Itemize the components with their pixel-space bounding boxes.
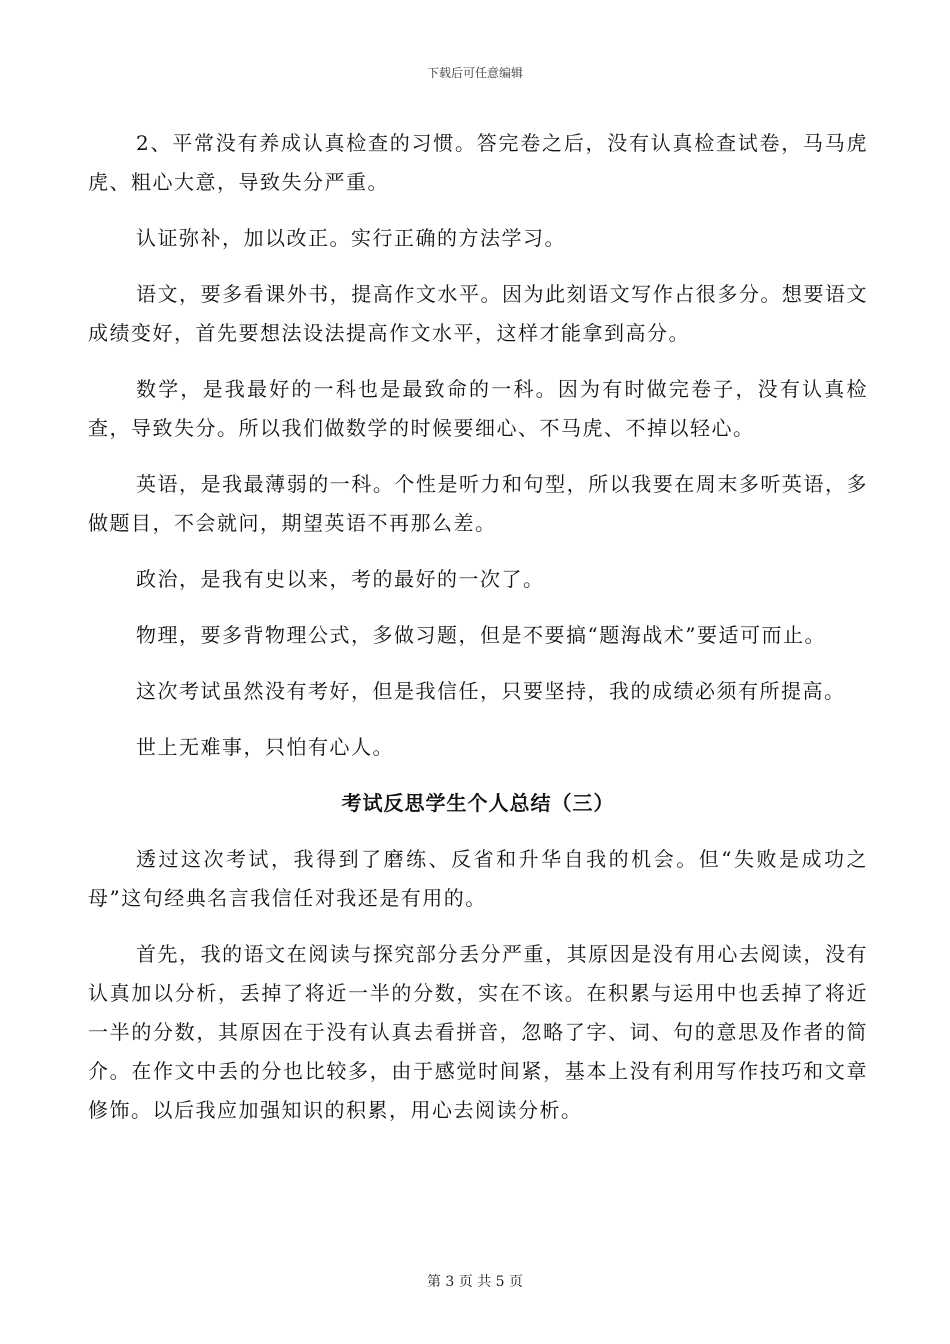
paragraph-correction: 认证弥补，加以改正。实行正确的方法学习。 <box>136 226 566 250</box>
page-number: 第 3 页 共 5 页 <box>426 1274 524 1290</box>
section-title: 考试反思学生个人总结（三） <box>341 791 615 815</box>
section-paragraph-intro: 透过这次考试，我得到了磨练、反省和升华自我的机会。但“失败是成功之母”这句经典名言我信任对我还是有用的。 <box>88 847 868 910</box>
paragraph-math: 数学，是我最好的一科也是最致命的一科。因为有时做完卷子，没有认真检查，导致失分。所以我们做数学的时候要细心、不马虎、不掉以轻心。 <box>88 377 868 440</box>
paragraph-physics: 物理，要多背物理公式，多做习题，但是不要搞“题海战术”要适可而止。 <box>136 623 826 647</box>
paragraph-politics: 政治，是我有史以来，考的最好的一次了。 <box>136 567 545 591</box>
paragraph-english: 英语，是我最薄弱的一科。个性是听力和句型，所以我要在周末多听英语，多做题目，不会就问，期望英语不再那么差。 <box>88 472 868 535</box>
section-paragraph-chinese: 首先，我的语文在阅读与探究部分丢分严重，其原因是没有用心去阅读，没有认真加以分析，丢掉了将近一半的分数，实在不该。在积累与运用中也丢掉了将近一半的分数，其原因在于没有认真去看拼音，忽略了字、词、句的意思及作者的简介。在作文中丢的分也比较多，由于感觉时间紧，基本上没有利用写作技巧和文章修饰。以后我应加强知识的积累，用心去阅读分析。 <box>88 942 868 1122</box>
page-header: 下载后可任意编辑 <box>426 66 523 80</box>
paragraph-chinese: 语文，要多看课外书，提高作文水平。因为此刻语文写作占很多分。想要语文成绩变好，首先要想法设法提高作文水平，这样才能拿到高分。 <box>88 282 868 345</box>
document-body <box>88 124 868 1147</box>
paragraph-confidence: 这次考试虽然没有考好，但是我信任，只要坚持，我的成绩必须有所提高。 <box>136 679 846 703</box>
paragraph-habit: 2、平常没有养成认真检查的习惯。答完卷之后，没有认真检查试卷，马马虎虎、粗心大意，导致失分严重。 <box>88 131 868 194</box>
paragraph-motto: 世上无难事，只怕有心人。 <box>136 735 394 759</box>
